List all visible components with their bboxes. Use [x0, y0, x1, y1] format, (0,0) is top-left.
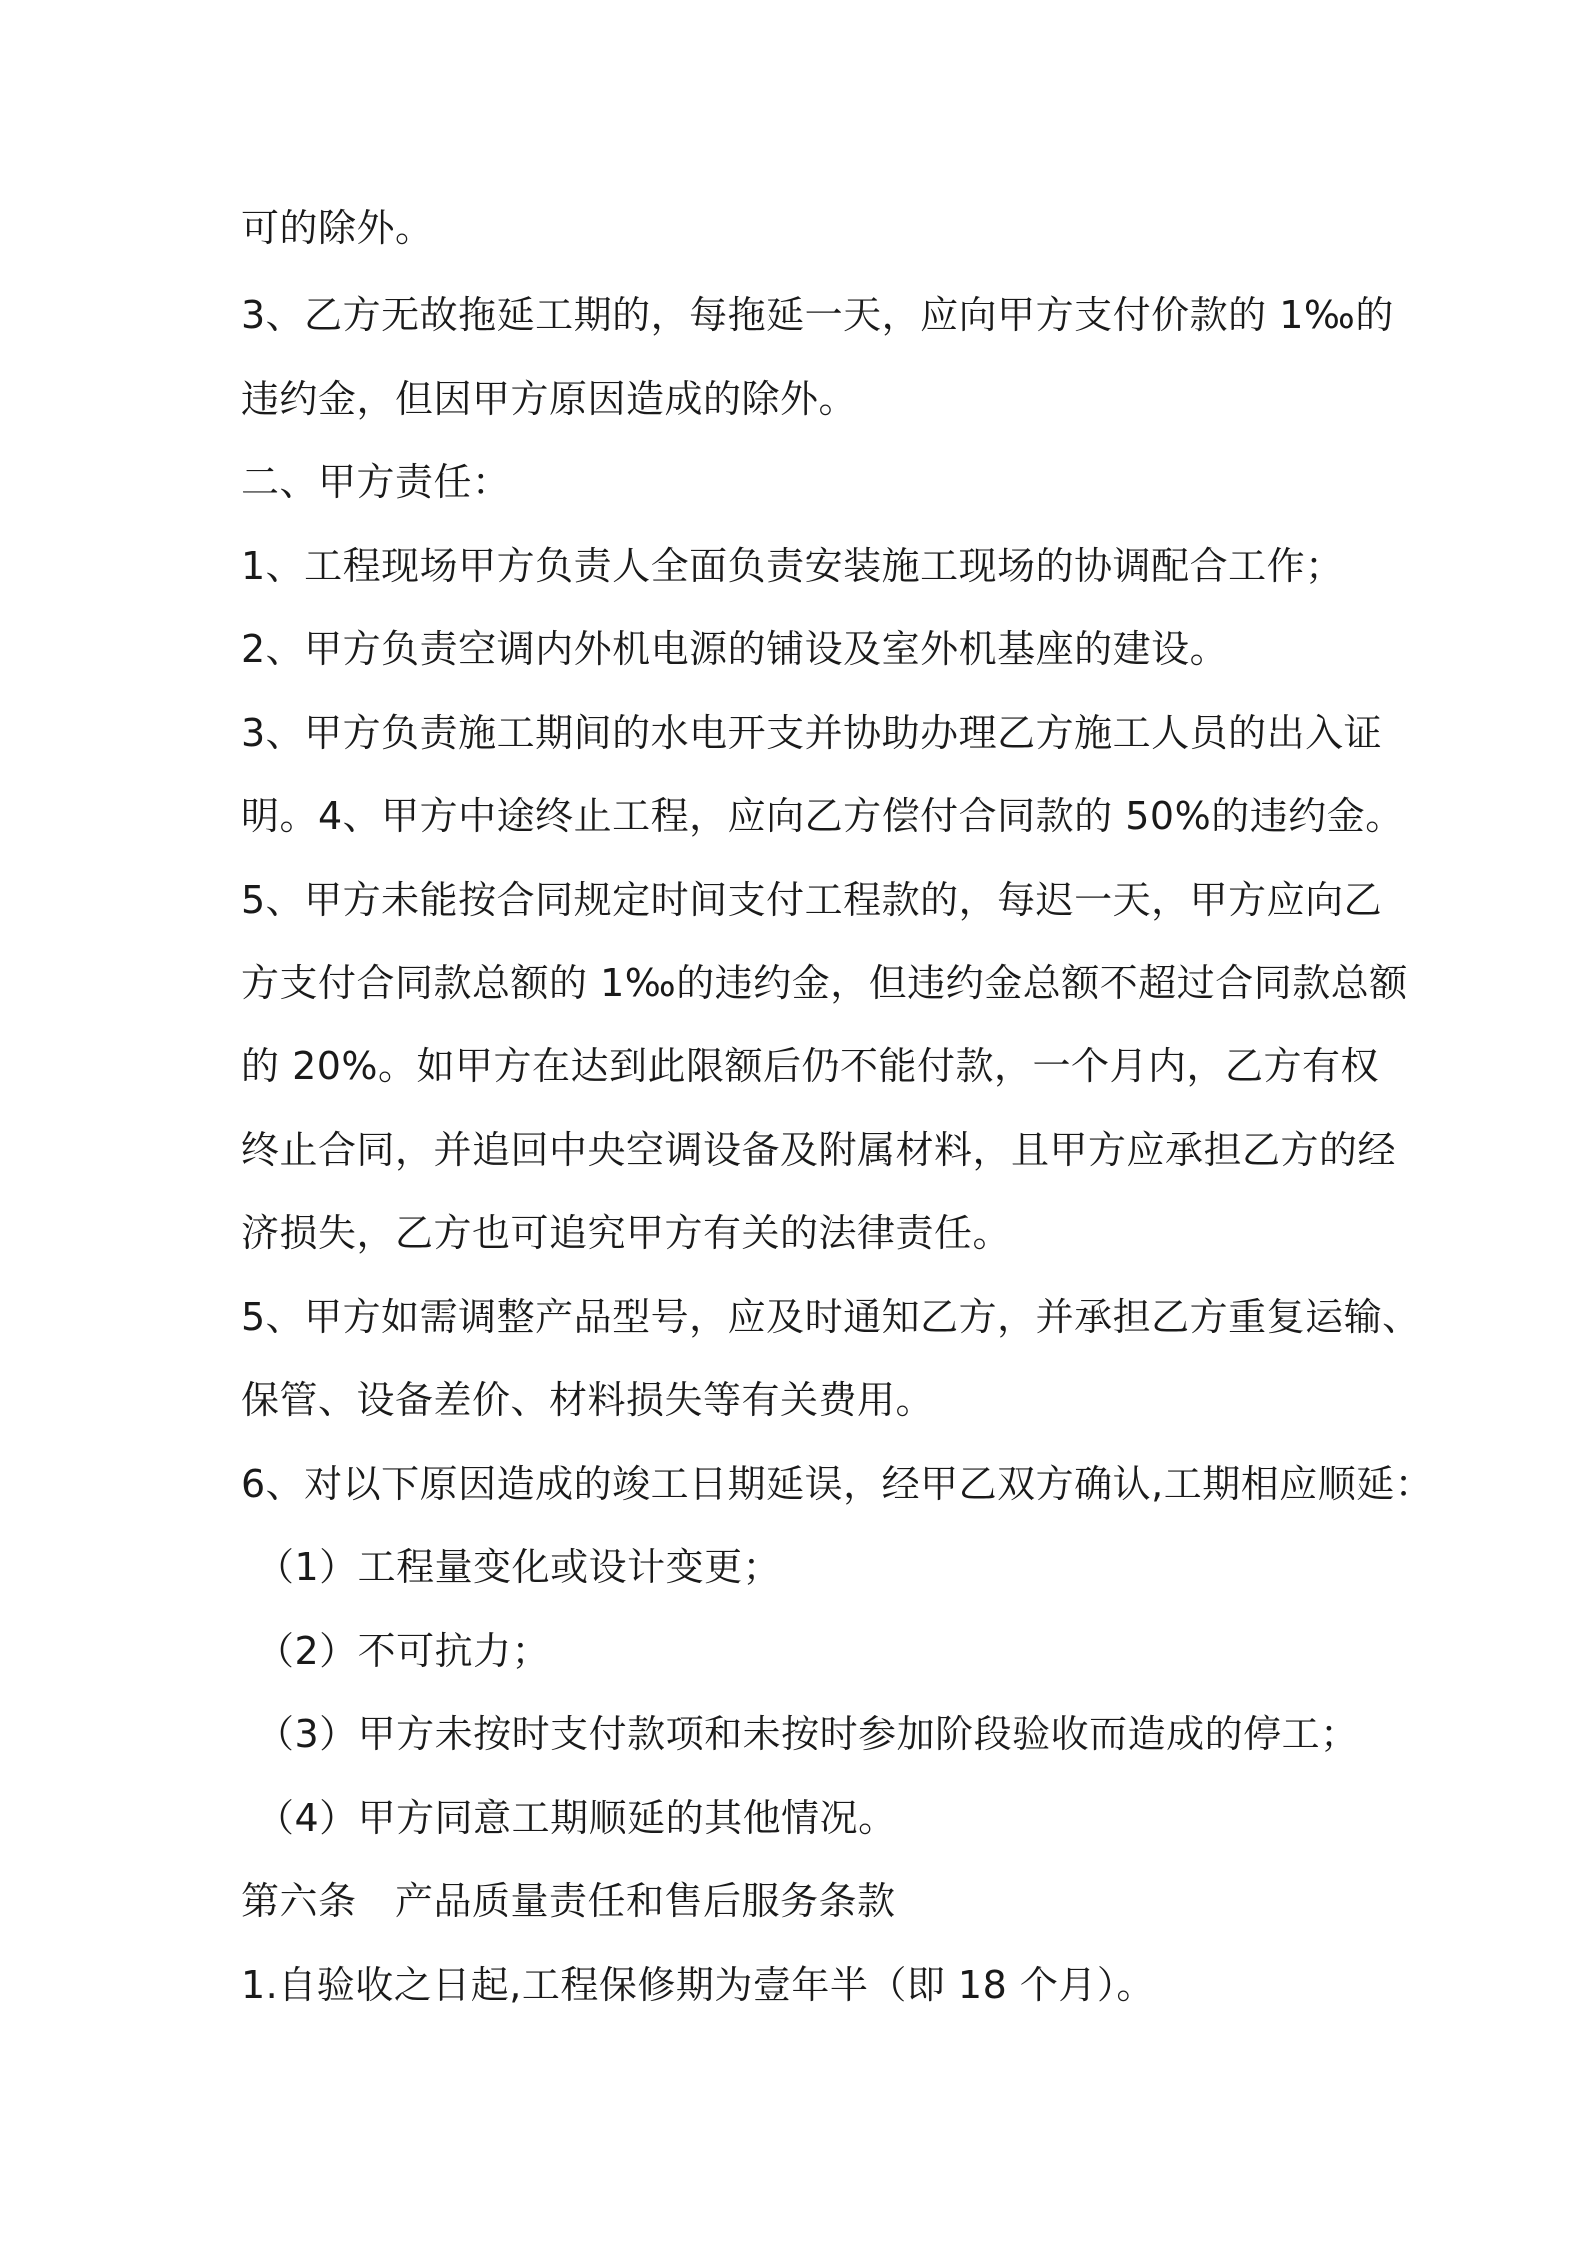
list-item: （4）甲方同意工期顺延的其他情况。 [256, 1796, 897, 1840]
text-line: 的 20%。如甲方在达到此限额后仍不能付款，一个月内，乙方有权 [241, 1044, 1380, 1088]
text-line: 明。4、甲方中途终止工程，应向乙方偿付合同款的 50%的违约金。 [241, 794, 1404, 838]
text-line: 方支付合同款总额的 1‰的违约金，但违约金总额不超过合同款总额 [241, 961, 1408, 1005]
text-line: 6、对以下原因造成的竣工日期延误，经甲乙双方确认,工期相应顺延： [241, 1462, 1434, 1506]
text-line: 可的除外。 [241, 206, 434, 250]
text-line: 终止合同，并追回中央空调设备及附属材料，且甲方应承担乙方的经 [241, 1128, 1397, 1172]
text-line: 3、甲方负责施工期间的水电开支并协助办理乙方施工人员的出入证 [241, 711, 1383, 755]
text-line: 2、甲方负责空调内外机电源的铺设及室外机基座的建设。 [241, 627, 1229, 671]
text-line: 1.自验收之日起,工程保修期为壹年半（即 18 个月）。 [241, 1963, 1155, 2007]
text-line: 违约金，但因甲方原因造成的除外。 [241, 377, 858, 421]
text-line: 保管、设备差价、材料损失等有关费用。 [241, 1378, 935, 1422]
list-item: （3）甲方未按时支付款项和未按时参加阶段验收而造成的停工； [256, 1712, 1359, 1756]
article-heading: 第六条 产品质量责任和售后服务条款 [241, 1879, 896, 1923]
text-line: 济损失，乙方也可追究甲方有关的法律责任。 [241, 1211, 1012, 1255]
list-item: （1）工程量变化或设计变更； [256, 1545, 782, 1589]
list-item: （2）不可抗力； [256, 1629, 551, 1673]
section-heading: 二、甲方责任： [241, 460, 511, 504]
text-line: 5、甲方未能按合同规定时间支付工程款的，每迟一天，甲方应向乙 [241, 878, 1383, 922]
text-line: 1、工程现场甲方负责人全面负责安装施工现场的协调配合工作； [241, 544, 1344, 588]
text-line: 3、乙方无故拖延工期的，每拖延一天，应向甲方支付价款的 1‰的 [241, 293, 1394, 337]
text-line: 5、甲方如需调整产品型号，应及时通知乙方，并承担乙方重复运输、 [241, 1295, 1421, 1339]
